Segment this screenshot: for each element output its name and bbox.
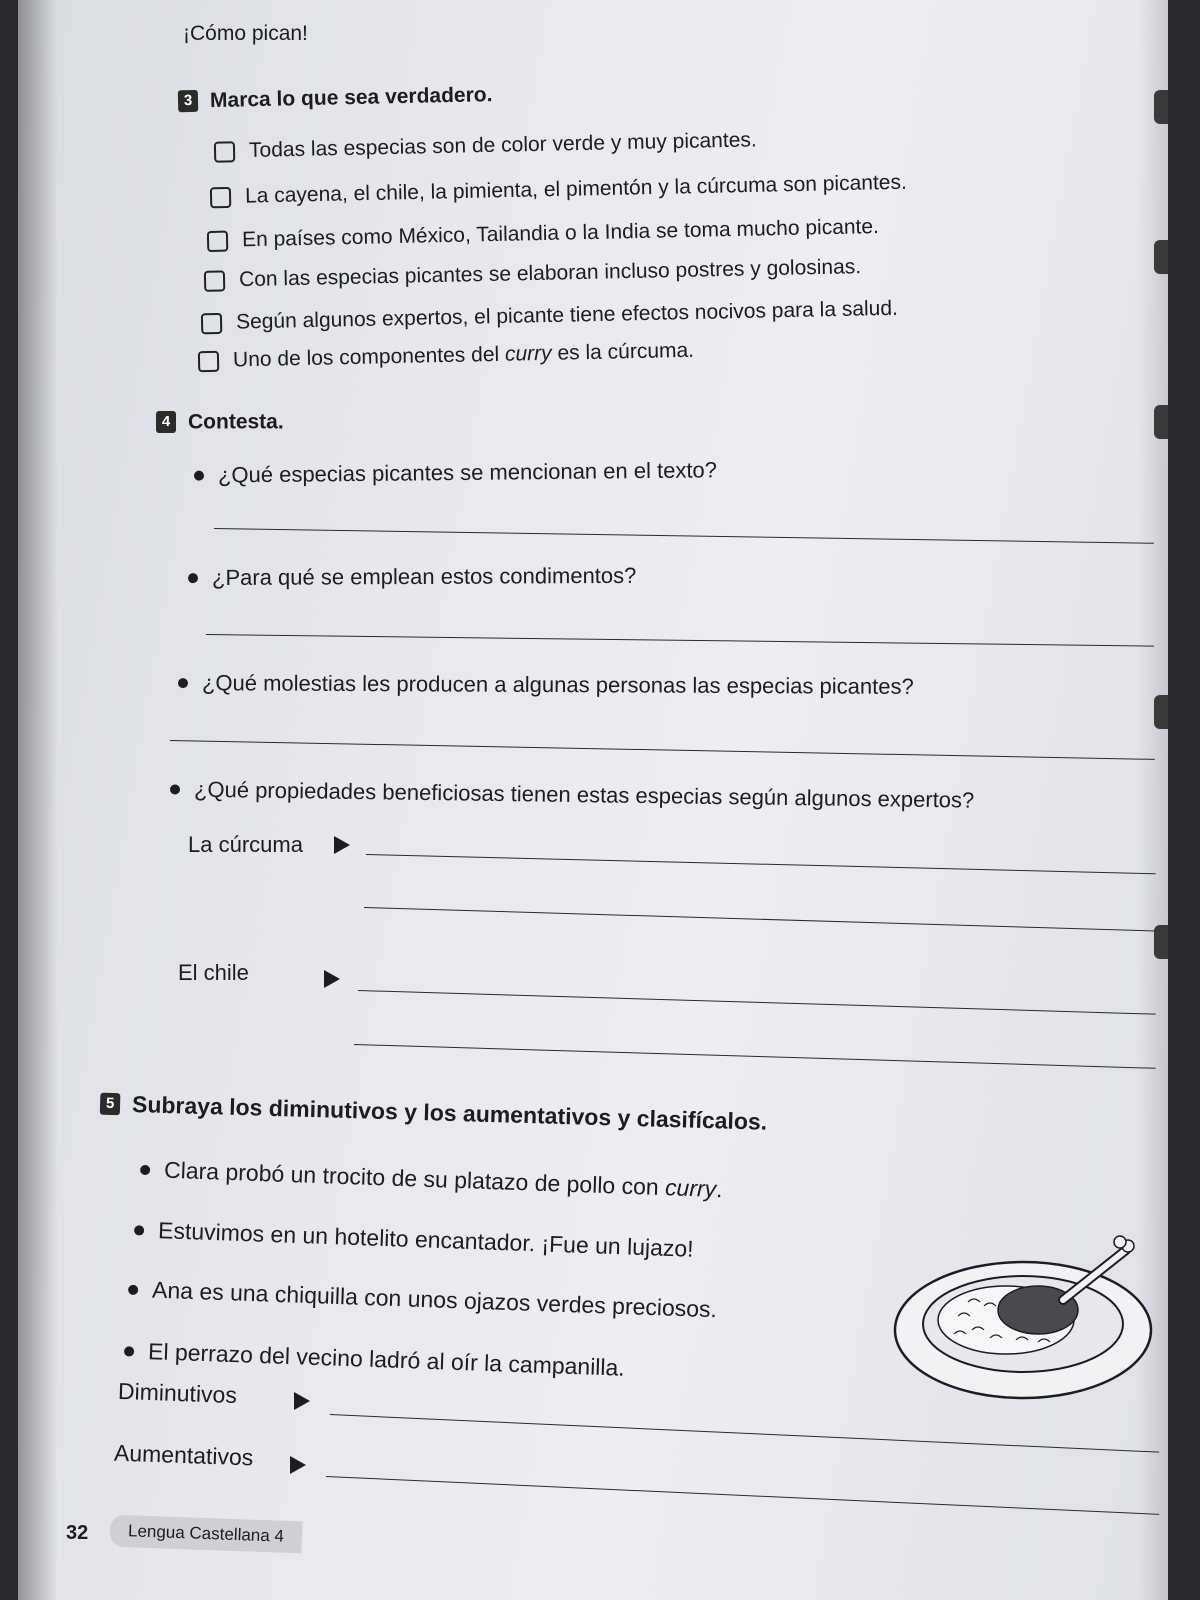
answer-line[interactable]	[330, 1414, 1159, 1453]
exercise-5-heading	[100, 1089, 768, 1136]
bullet	[178, 678, 188, 688]
exercise-5-title: Subraya los diminutivos y los aumentativos y clasifícalos.	[131, 1091, 768, 1135]
book-title-tab: Lengua Castellana 4	[110, 1515, 303, 1554]
exercise-3-option	[204, 255, 862, 293]
bullet	[188, 573, 198, 583]
exercise-3-option	[210, 171, 907, 210]
bullet	[128, 1284, 138, 1294]
answer-line[interactable]	[354, 1044, 1156, 1069]
exercise-3-option	[214, 128, 757, 163]
sentence-text: Estuvimos en un hotelito encantador. ¡Fue un lujazo!	[157, 1217, 695, 1262]
exercise-3-option	[198, 339, 694, 373]
exercise-4-title: Contesta.	[188, 410, 284, 434]
bullet	[134, 1225, 144, 1235]
exercise-3-number: 3	[178, 90, 198, 112]
answer-line[interactable]	[214, 528, 1154, 544]
exercise-3-heading	[178, 83, 493, 114]
workbook-page	[18, 0, 1168, 1600]
sentence-text: Ana es una chiquilla con unos ojazos verdes preciosos.	[151, 1276, 718, 1323]
answer-line[interactable]	[364, 907, 1156, 931]
arrow-icon	[290, 1456, 306, 1474]
option-text: Según algunos expertos, el picante tiene efectos nocivos para la salud.	[235, 296, 899, 334]
option-checkbox[interactable]	[210, 186, 231, 207]
sentence	[124, 1337, 625, 1381]
answer-line[interactable]	[358, 990, 1156, 1015]
page-header-title: ¡Cómo pican!	[183, 22, 308, 45]
exercise-3-title: Marca lo que sea verdadero.	[209, 83, 493, 113]
answer-line[interactable]	[366, 854, 1156, 874]
bullet	[194, 471, 204, 481]
spine-shadow	[18, 0, 58, 1600]
sentence	[140, 1156, 723, 1203]
option-checkbox[interactable]	[214, 141, 235, 162]
sentence	[128, 1276, 718, 1324]
option-checkbox[interactable]	[207, 230, 228, 251]
option-text: Con las especias picantes se elaboran incluso postres y golosinas.	[238, 255, 862, 292]
exercise-4-heading	[156, 410, 284, 434]
option-text: En países como México, Tailandia o la India se toma mucho picante.	[241, 214, 880, 252]
arrow-icon	[294, 1392, 310, 1410]
option-text: Uno de los componentes del curry es la cúrcuma.	[232, 338, 695, 372]
label-diminutivos: Diminutivos	[117, 1377, 238, 1409]
exercise-4-number: 4	[156, 411, 176, 433]
question	[194, 457, 717, 488]
edge-tab	[1154, 695, 1168, 729]
edge-tab	[1154, 405, 1168, 439]
sentence-text: Clara probó un trocito de su platazo de pollo con curry.	[163, 1156, 724, 1203]
question-text: ¿Qué molestias les producen a algunas personas las especias picantes?	[201, 670, 914, 699]
curry-plate-illustration	[888, 1230, 1158, 1410]
question-text: ¿Qué propiedades beneficiosas tienen estas especias según algunos expertos?	[193, 776, 975, 813]
exercise-5-number: 5	[100, 1093, 121, 1116]
bullet	[140, 1164, 150, 1174]
sentence	[134, 1216, 694, 1263]
option-checkbox[interactable]	[198, 350, 219, 371]
edge-tab	[1154, 90, 1168, 124]
question-text: ¿Qué especias picantes se mencionan en el texto?	[217, 457, 718, 488]
bullet	[124, 1346, 134, 1356]
question	[170, 776, 975, 813]
answer-line[interactable]	[206, 634, 1154, 647]
option-text: La cayena, el chile, la pimienta, el pimentón y la cúrcuma son picantes.	[244, 170, 908, 208]
option-checkbox[interactable]	[201, 312, 222, 333]
question	[188, 563, 636, 591]
answer-line[interactable]	[170, 740, 1155, 760]
page-number: 32	[66, 1522, 89, 1544]
option-text: Todas las especias son de color verde y muy picantes.	[248, 128, 757, 162]
arrow-icon	[324, 970, 340, 988]
bullet	[170, 784, 180, 794]
label-curcuma: La cúrcuma	[188, 832, 303, 857]
edge-tab	[1154, 925, 1168, 959]
label-aumentativos: Aumentativos	[113, 1439, 254, 1471]
option-checkbox[interactable]	[204, 270, 225, 291]
question-text: ¿Para qué se emplean estos condimentos?	[211, 562, 637, 591]
exercise-3-option	[201, 297, 898, 336]
answer-line[interactable]	[326, 1476, 1159, 1515]
sentence-text: El perrazo del vecino ladró al oír la campanilla.	[147, 1338, 626, 1381]
label-chile: El chile	[178, 960, 249, 985]
exercise-3-option	[207, 215, 879, 253]
edge-tab	[1154, 240, 1168, 274]
question	[178, 670, 914, 700]
arrow-icon	[334, 836, 350, 854]
